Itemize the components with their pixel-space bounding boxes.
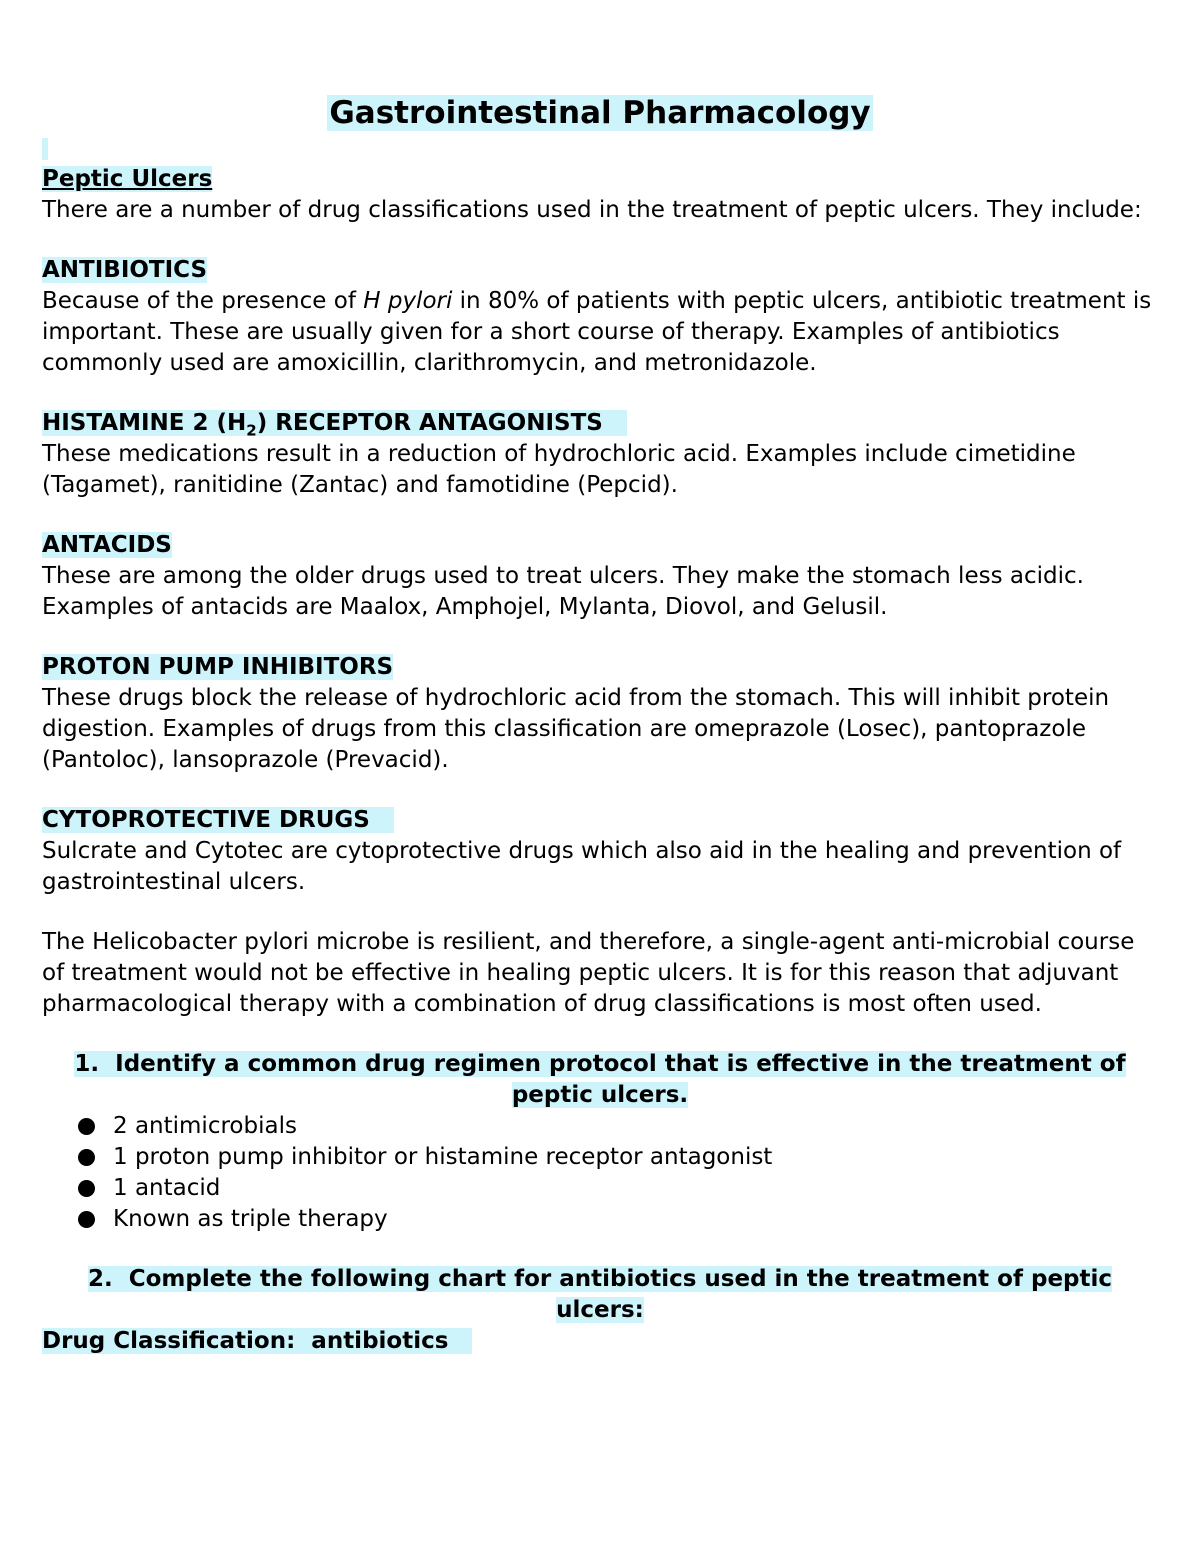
question-2 <box>42 1264 1158 1326</box>
drug-classification-line <box>42 1326 1158 1357</box>
answer-text: 2 antimicrobials <box>113 1113 297 1139</box>
h2-antagonists-heading-text <box>42 410 627 440</box>
bullet-icon <box>78 1211 95 1228</box>
bullet-icon <box>78 1149 95 1166</box>
h2-antagonists-heading <box>42 408 1158 439</box>
antacids-heading-text: ANTACIDS <box>42 532 172 558</box>
antibiotics-heading-text: ANTIBIOTICS <box>42 257 208 283</box>
bullet-icon <box>78 1118 95 1135</box>
document-title-text: Gastrointestinal Pharmacology <box>329 95 871 131</box>
document-title <box>42 92 1158 134</box>
drug-classification-text <box>42 1328 472 1354</box>
cytoprotective-heading-label: CYTOPROTECTIVE DRUGS <box>42 807 370 833</box>
question-1-text <box>74 1051 1125 1108</box>
antibiotics-heading <box>42 255 1158 286</box>
cytoprotective-heading-text <box>42 807 394 833</box>
list-item <box>78 1142 1158 1173</box>
antibiotics-text-end: in 80% of patients with peptic ulcers, antibiotic treatment is important. These are usually given for a short course of therapy. Examples of antibiotics commonly used are amoxicillin, clarithromycin, and metronidazole. <box>42 288 1152 376</box>
ppi-paragraph: These drugs block the release of hydrochloric acid from the stomach. This will inhibit protein digestion. Examples of drugs from this classification are omeprazole (Losec), pantoprazole (Pantoloc), lansoprazole (Prevacid). <box>42 685 1110 773</box>
antibiotics-text-start: Because of the presence of <box>42 288 364 314</box>
question-1-prompt: Identify a common drug regimen protocol that is effective in the treatment of peptic ulcers. <box>115 1051 1126 1108</box>
drug-classification-value: antibiotics <box>311 1328 449 1354</box>
cytoprotective-heading <box>42 805 1158 836</box>
peptic-ulcers-heading <box>42 164 1158 195</box>
helicobacter-paragraph: The Helicobacter pylori microbe is resilient, and therefore, a single-agent anti-microbial course of treatment would not be effective in healing peptic ulcers. It is for this reason that adjuvant pharmacological therapy with a combination of drug classifications is most often used. <box>42 929 1135 1017</box>
h2-heading-part1: HISTAMINE 2 (H <box>42 410 247 436</box>
highlight-marker <box>42 138 48 160</box>
bullet-icon <box>78 1180 95 1197</box>
peptic-ulcers-intro: There are a number of drug classifications used in the treatment of peptic ulcers. They include: <box>42 197 1142 223</box>
question-2-text <box>88 1266 1112 1323</box>
question-1 <box>42 1049 1158 1111</box>
ppi-heading-text: PROTON PUMP INHIBITORS <box>42 654 394 680</box>
h2-heading-part2: ) RECEPTOR ANTAGONISTS <box>256 410 603 436</box>
answer-text: Known as triple therapy <box>113 1206 388 1232</box>
list-item <box>78 1173 1158 1204</box>
antacids-paragraph: These are among the older drugs used to treat ulcers. They make the stomach less acidic. Examples of antacids are Maalox, Amphojel, Mylanta, Diovol, and Gelusil. <box>42 563 1084 620</box>
ppi-heading <box>42 652 1158 683</box>
list-item <box>78 1204 1158 1235</box>
question-1-answer-list <box>42 1111 1158 1235</box>
h2-heading-subscript: 2 <box>246 421 257 440</box>
answer-text: 1 proton pump inhibitor or histamine receptor antagonist <box>113 1144 773 1170</box>
question-2-prompt: Complete the following chart for antibiotics used in the treatment of peptic ulcers: <box>128 1266 1113 1323</box>
list-item <box>78 1111 1158 1142</box>
antacids-heading <box>42 530 1158 561</box>
h-pylori-italic: H pylori <box>363 288 453 314</box>
peptic-ulcers-heading-text: Peptic Ulcers <box>42 166 213 192</box>
cytoprotective-paragraph: Sulcrate and Cytotec are cytoprotective drugs which also aid in the healing and prevention of gastrointestinal ulcers. <box>42 838 1122 895</box>
document-page <box>42 92 1158 1357</box>
antibiotics-paragraph <box>42 286 1158 379</box>
h2-antagonists-paragraph: These medications result in a reduction of hydrochloric acid. Examples include cimetidine (Tagamet), ranitidine (Zantac) and famotidine (Pepcid). <box>42 441 1076 498</box>
drug-classification-label: Drug Classification: <box>42 1328 296 1354</box>
answer-text: 1 antacid <box>113 1175 221 1201</box>
question-1-number: 1. <box>74 1051 100 1077</box>
question-2-number: 2. <box>87 1266 113 1292</box>
